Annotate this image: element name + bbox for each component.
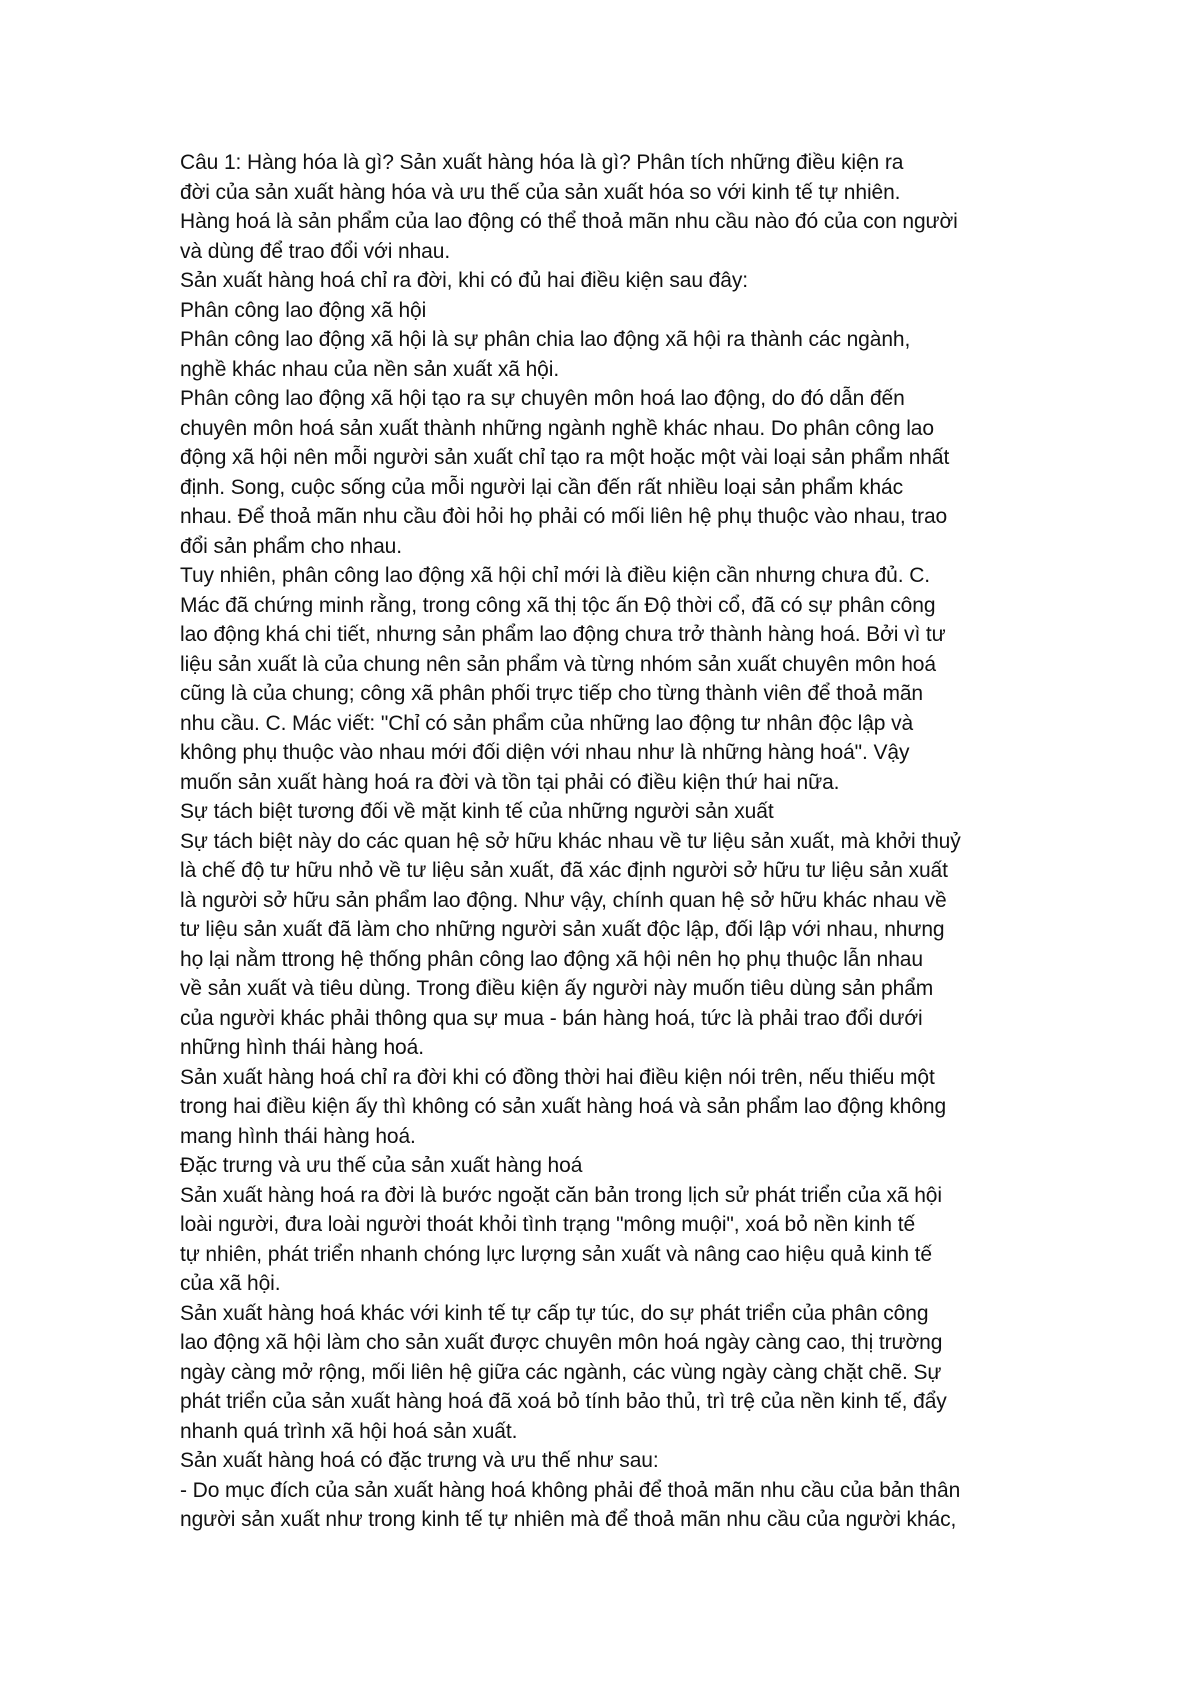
text-line: Sự tách biệt tương đối về mặt kinh tế của những người sản xuất xyxy=(180,800,774,823)
document-body xyxy=(180,148,1030,1535)
text-line: Sản xuất hàng hoá có đặc trưng và ưu thế như sau: xyxy=(180,1449,659,1472)
text-line: nhu cầu. C. Mác viết: "Chỉ có sản phẩm của những lao động tư nhân độc lập và xyxy=(180,711,914,735)
text-line: của người khác phải thông qua sự mua - bán hàng hoá, tức là phải trao đổi dưới xyxy=(180,1006,923,1030)
text-line: Hàng hoá là sản phẩm của lao động có thể thoả mãn nhu cầu nào đó của con người xyxy=(180,210,958,233)
text-line: về sản xuất và tiêu dùng. Trong điều kiện ấy người này muốn tiêu dùng sản phẩm xyxy=(180,977,934,1000)
text-line: lao động xã hội làm cho sản xuất được chuyên môn hoá ngày càng cao, thị trường xyxy=(180,1331,943,1354)
text-line: Sản xuất hàng hoá chỉ ra đời, khi có đủ hai điều kiện sau đây: xyxy=(180,269,748,292)
text-line: phát triển của sản xuất hàng hoá đã xoá bỏ tính bảo thủ, trì trệ của nền kinh tế, đẩy xyxy=(180,1390,947,1413)
text-line: Sản xuất hàng hoá chỉ ra đời khi có đồng thời hai điều kiện nói trên, nếu thiếu một xyxy=(180,1065,935,1089)
text-line: định. Song, cuộc sống của mỗi người lại cần đến rất nhiều loại sản phẩm khác xyxy=(180,475,904,499)
text-line: nhau. Để thoả mãn nhu cầu đòi hỏi họ phải có mối liên hệ phụ thuộc vào nhau, trao xyxy=(180,505,948,528)
text-line: cũng là của chung; công xã phân phối trực tiếp cho từng thành viên để thoả mãn xyxy=(180,682,923,705)
text-line: Sản xuất hàng hoá khác với kinh tế tự cấp tự túc, do sự phát triển của phân công xyxy=(180,1301,929,1325)
text-line: Sản xuất hàng hoá ra đời là bước ngoặt căn bản trong lịch sử phát triển của xã hội xyxy=(180,1183,942,1207)
text-line: Phân công lao động xã hội là sự phân chia lao động xã hội ra thành các ngành, xyxy=(180,328,911,351)
text-line: Sự tách biệt này do các quan hệ sở hữu khác nhau về tư liệu sản xuất, mà khởi thuỷ xyxy=(180,829,961,853)
text-line: ngày càng mở rộng, mối liên hệ giữa các ngành, các vùng ngày càng chặt chẽ. Sự xyxy=(180,1360,942,1384)
text-line: loài người, đưa loài người thoát khỏi tình trạng "mông muội", xoá bỏ nền kinh tế xyxy=(180,1213,916,1236)
text-line: họ lại nằm ttrong hệ thống phân công lao động xã hội nên họ phụ thuộc lẫn nhau xyxy=(180,947,923,971)
text-line: Mác đã chứng minh rằng, trong công xã thị tộc ấn Độ thời cổ, đã có sự phân công xyxy=(180,593,936,617)
text-line: Đặc trưng và ưu thế của sản xuất hàng hoá xyxy=(180,1154,583,1177)
text-line: là người sở hữu sản phẩm lao động. Như vậy, chính quan hệ sở hữu khác nhau về xyxy=(180,888,947,912)
text-line: động xã hội nên mỗi người sản xuất chỉ tạo ra một hoặc một vài loại sản phẩm nhất xyxy=(180,446,950,469)
text-line: và dùng để trao đổi với nhau. xyxy=(180,239,451,263)
text-line: của xã hội. xyxy=(180,1272,281,1295)
text-line: Câu 1: Hàng hóa là gì? Sản xuất hàng hóa là gì? Phân tích những điều kiện ra xyxy=(180,151,904,174)
text-line: trong hai điều kiện ấy thì không có sản xuất hàng hoá và sản phẩm lao động không xyxy=(180,1095,947,1118)
text-line: không phụ thuộc vào nhau mới đối diện với nhau như là những hàng hoá". Vậy xyxy=(180,741,910,764)
text-line: là chế độ tư hữu nhỏ về tư liệu sản xuất, đã xác định người sở hữu tư liệu sản xuất xyxy=(180,859,948,882)
text-line: Phân công lao động xã hội tạo ra sự chuyên môn hoá lao động, do đó dẫn đến xyxy=(180,387,905,410)
text-line: nhanh quá trình xã hội hoá sản xuất. xyxy=(180,1419,518,1443)
text-line: nghề khác nhau của nền sản xuất xã hội. xyxy=(180,357,560,381)
text-line: muốn sản xuất hàng hoá ra đời và tồn tại phải có điều kiện thứ hai nữa. xyxy=(180,770,840,794)
text-line: Phân công lao động xã hội xyxy=(180,298,427,322)
text-line: mang hình thái hàng hoá. xyxy=(180,1124,416,1148)
text-line: đời của sản xuất hàng hóa và ưu thế của sản xuất hóa so với kinh tế tự nhiên. xyxy=(180,180,901,204)
text-line: tư liệu sản xuất đã làm cho những người sản xuất độc lập, đối lập với nhau, nhưng xyxy=(180,918,945,941)
text-line: liệu sản xuất là của chung nên sản phẩm và từng nhóm sản xuất chuyên môn hoá xyxy=(180,652,936,676)
text-line: Tuy nhiên, phân công lao động xã hội chỉ mới là điều kiện cần nhưng chưa đủ. C. xyxy=(180,564,931,587)
text-line: lao động khá chi tiết, nhưng sản phẩm lao động chưa trở thành hàng hoá. Bởi vì tư xyxy=(180,623,946,646)
text-line: người sản xuất như trong kinh tế tự nhiên mà để thoả mãn nhu cầu của người khác, xyxy=(180,1508,957,1531)
text-line: đổi sản phẩm cho nhau. xyxy=(180,534,402,558)
text-line: những hình thái hàng hoá. xyxy=(180,1036,424,1059)
text-line: - Do mục đích của sản xuất hàng hoá không phải để thoả mãn nhu cầu của bản thân xyxy=(180,1478,961,1502)
text-line: chuyên môn hoá sản xuất thành những ngành nghề khác nhau. Do phân công lao xyxy=(180,416,934,440)
text-line: tự nhiên, phát triển nhanh chóng lực lượng sản xuất và nâng cao hiệu quả kinh tế xyxy=(180,1242,932,1266)
